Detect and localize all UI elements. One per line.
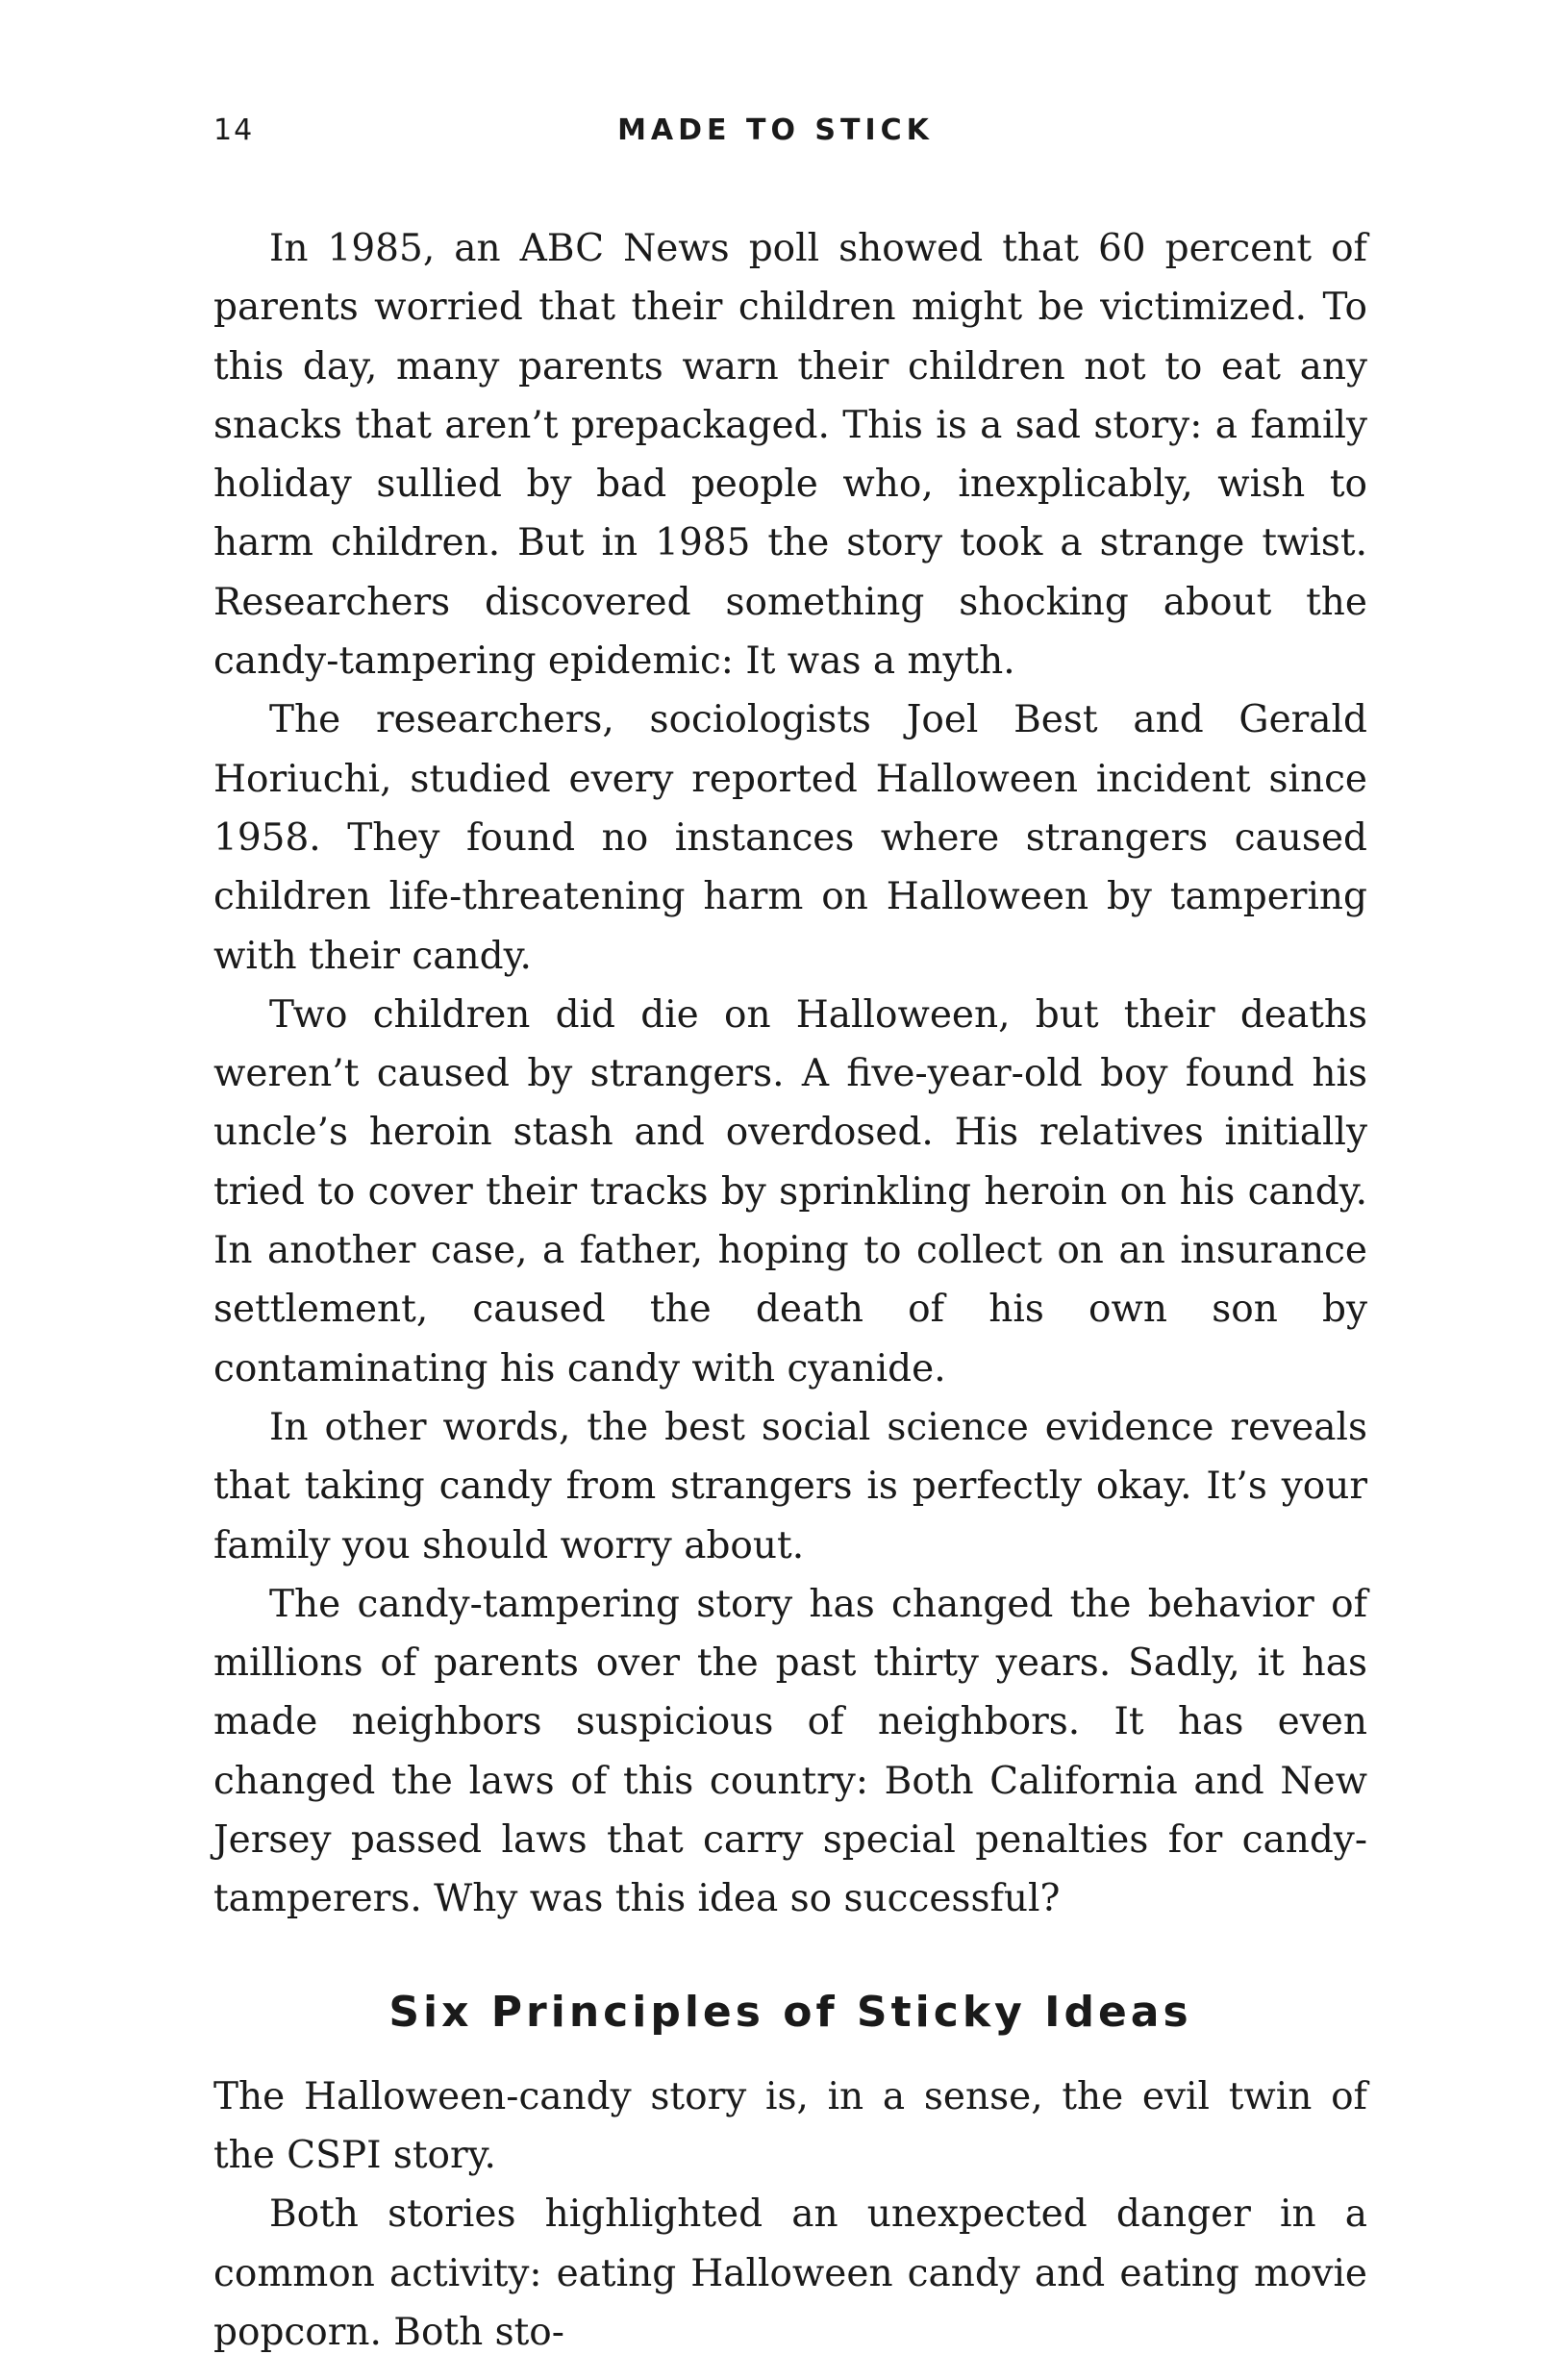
body-text (213, 219, 1367, 2362)
paragraph: In 1985, an ABC News poll showed that 60 percent of parents worried that their children might be victimized. To this day, many parents warn their children not to eat any snacks that aren’t prepackaged. This is a sad story: a family holiday sullied by bad people who, inexplicably, wish to harm children. But in 1985 the story took a strange twist. Researchers discovered something shocking about the candy-tampering epidemic: It was a myth. (213, 227, 1367, 684)
paragraph: Both stories highlighted an unexpected danger in a common activity: eating Halloween candy and eating movie popcorn. Both sto- (213, 2192, 1367, 2354)
section-heading: Six Principles of Sticky Ideas (388, 1987, 1192, 2037)
running-title: MADE TO STICK (617, 113, 934, 147)
paragraph: The researchers, sociologists Joel Best and Gerald Horiuchi, studied every reported Halloween incident since 1958. They found no instances where strangers caused children life-threatening harm on Halloween by tampering with their candy. (213, 698, 1367, 978)
running-header (0, 113, 1551, 160)
page-number: 14 (213, 113, 255, 147)
paragraph: The candy-tampering story has changed the behavior of millions of parents over the past thirty years. Sadly, it has made neighbors suspicious of neighbors. It has even changed the laws of this country: Both California and New Jersey passed laws that carry special penalties for candy-tamperers. Why was this idea so successful? (213, 1582, 1367, 1921)
paragraph: In other words, the best social science evidence reveals that taking candy from strangers is perfectly okay. It’s your family you should worry about. (213, 1405, 1367, 1567)
paragraph: Two children did die on Halloween, but their deaths weren’t caused by strangers. A five-year-old boy found his uncle’s heroin stash and overdosed. His relatives initially tried to cover their tracks by sprinkling heroin on his candy. In another case, a father, hoping to collect on an insurance settlement, caused the death of his own son by contaminating his candy with cyanide. (213, 992, 1367, 1390)
paragraph: The Halloween-candy story is, in a sense, the evil twin of the CSPI story. (213, 2074, 1367, 2177)
